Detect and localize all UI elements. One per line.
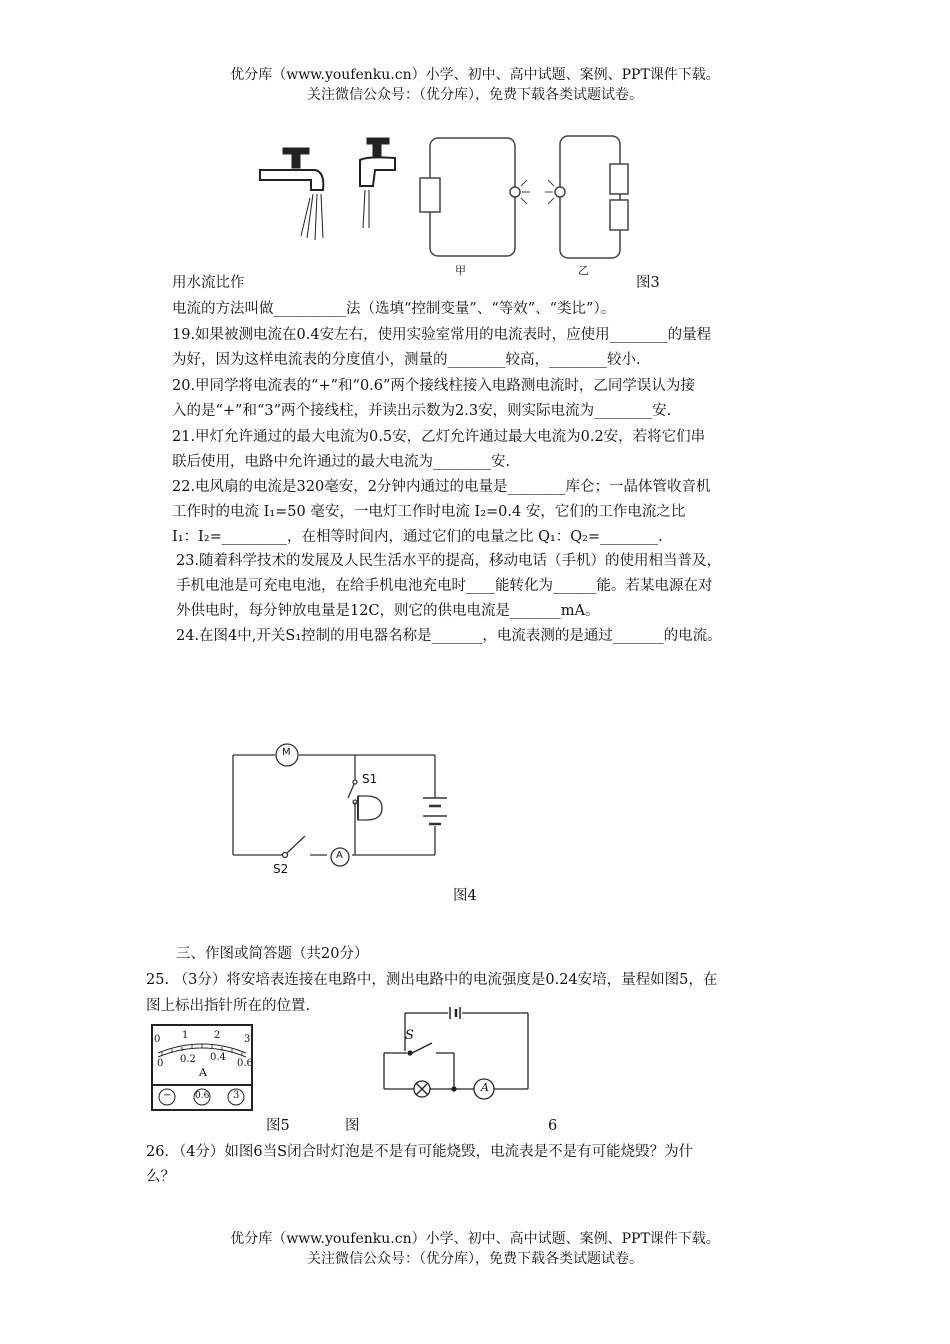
figure5-caption: 图5 — [266, 1118, 290, 1134]
figure5-unit: A — [199, 1066, 207, 1079]
scale-top-3: 3 — [244, 1034, 251, 1045]
q20-line-1: 20.甲同学将电流表的“+”和“0.6”两个接线柱接入电路测电流时，乙同学误认为接 — [172, 378, 695, 394]
faucet-icon — [260, 148, 323, 240]
q19-line-1: 19.如果被测电流在0.4安左右，使用实验室常用的电流表时，应使用________的量程 — [172, 327, 712, 343]
faucet-icon — [360, 138, 395, 228]
figure6-caption-b: 6 — [548, 1118, 558, 1134]
scale-top-0: 0 — [154, 1034, 161, 1045]
q25-line-2: 图上标出指针所在的位置. — [146, 998, 311, 1014]
figure4-s1-label: S1 — [362, 772, 378, 786]
figure4-motor-label: M — [282, 747, 291, 758]
header-line-1: 优分库（www.youfenku.cn）小学、初中、高中试题、案例、PPT课件下载。 — [230, 67, 720, 83]
q22-line-3: I₁：I₂=_________，在相等时间内，通过它们的电量之比 Q₁：Q₂=________. — [172, 529, 663, 545]
scale-top-1: 1 — [182, 1030, 189, 1041]
figure6-switch-label: S — [405, 1028, 414, 1043]
q20-line-2: 入的是“+”和“3”两个接线柱，并读出示数为2.3安，则实际电流为________安. — [172, 403, 672, 419]
figure3-caption: 图3 — [636, 275, 660, 291]
q23-line-1: 23.随着科学技术的发展及人民生活水平的提高，移动电话（手机）的使用相当普及， — [176, 553, 722, 569]
label-jia: 甲 — [455, 264, 466, 277]
figure4-ammeter-label: A — [336, 850, 343, 861]
figure4-s2-label: S2 — [273, 862, 289, 876]
q21-line-1: 21.甲灯允许通过的最大电流为0.5安，乙灯允许通过最大电流为0.2安，若将它们串 — [172, 429, 706, 445]
terminal-0-6: 0.6 — [195, 1091, 210, 1101]
scale-bottom-2: 0.4 — [210, 1052, 226, 1063]
scale-bottom-1: 0.2 — [180, 1054, 196, 1065]
label-yi: 乙 — [578, 264, 589, 277]
q23-line-2: 手机电池是可充电电池，在给手机电池充电时____能转化为______能。若某电源在对 — [176, 578, 713, 594]
figure3-left-text: 用水流比作 — [172, 275, 245, 291]
figure6-ammeter-label: A — [481, 1081, 489, 1094]
scale-bottom-3: 0.6 — [237, 1058, 253, 1069]
circuit-jia — [420, 138, 530, 256]
circuit-yi — [545, 136, 628, 258]
figure6-circuit — [380, 1005, 535, 1100]
terminal-minus: − — [163, 1090, 172, 1101]
q25-line-1: 25. （3分）将安培表连接在电路中，测出电路中的电流强度是0.24安培，量程如图5，在 — [146, 972, 718, 988]
q26-line-2: 么？ — [146, 1169, 175, 1185]
q26-line-1: 26．（4分）如图6当S闭合时灯泡是不是有可能烧毁，电流表是不是有可能烧毁？为什 — [146, 1144, 694, 1160]
terminal-3: 3 — [233, 1090, 240, 1101]
q18-tail: 电流的方法叫做__________法（选填“控制变量”、“等效”、“类比”）。 — [172, 301, 616, 317]
figure4-caption: 图4 — [453, 888, 477, 904]
q19-line-2: 为好，因为这样电流表的分度值小，测量的________较高，________较小. — [172, 352, 641, 368]
q22-line-1: 22.电风扇的电流是320毫安，2分钟内通过的电量是________库仑；一晶体管收音机 — [172, 479, 711, 495]
q24: 24.在图4中,开关S₁控制的用电器名称是_______，电流表测的是通过_______的电流。 — [176, 628, 722, 644]
scale-top-2: 2 — [214, 1030, 221, 1041]
footer-line-1: 优分库（www.youfenku.cn）小学、初中、高中试题、案例、PPT课件下载。 — [230, 1231, 720, 1247]
q23-line-3: 外供电时，每分钟放电量是12C，则它的供电电流是_______mA。 — [176, 603, 600, 619]
scale-bottom-0: 0 — [157, 1058, 164, 1069]
section3-title: 三、作图或简答题（共20分） — [176, 946, 369, 962]
q21-line-2: 联后使用，电路中允许通过的最大电流为________安. — [172, 454, 511, 470]
footer-line-2: 关注微信公众号：（优分库），免费下载各类试题试卷。 — [307, 1251, 643, 1267]
q22-line-2: 工作时的电流 I₁=50 毫安，一电灯工作时电流 I₂=0.4 安，它们的工作电流之比 — [172, 504, 686, 520]
figure6-caption-a: 图 — [345, 1118, 360, 1134]
figure3-illustration — [255, 128, 655, 273]
header-line-2: 关注微信公众号：（优分库），免费下载各类试题试卷。 — [307, 87, 643, 103]
